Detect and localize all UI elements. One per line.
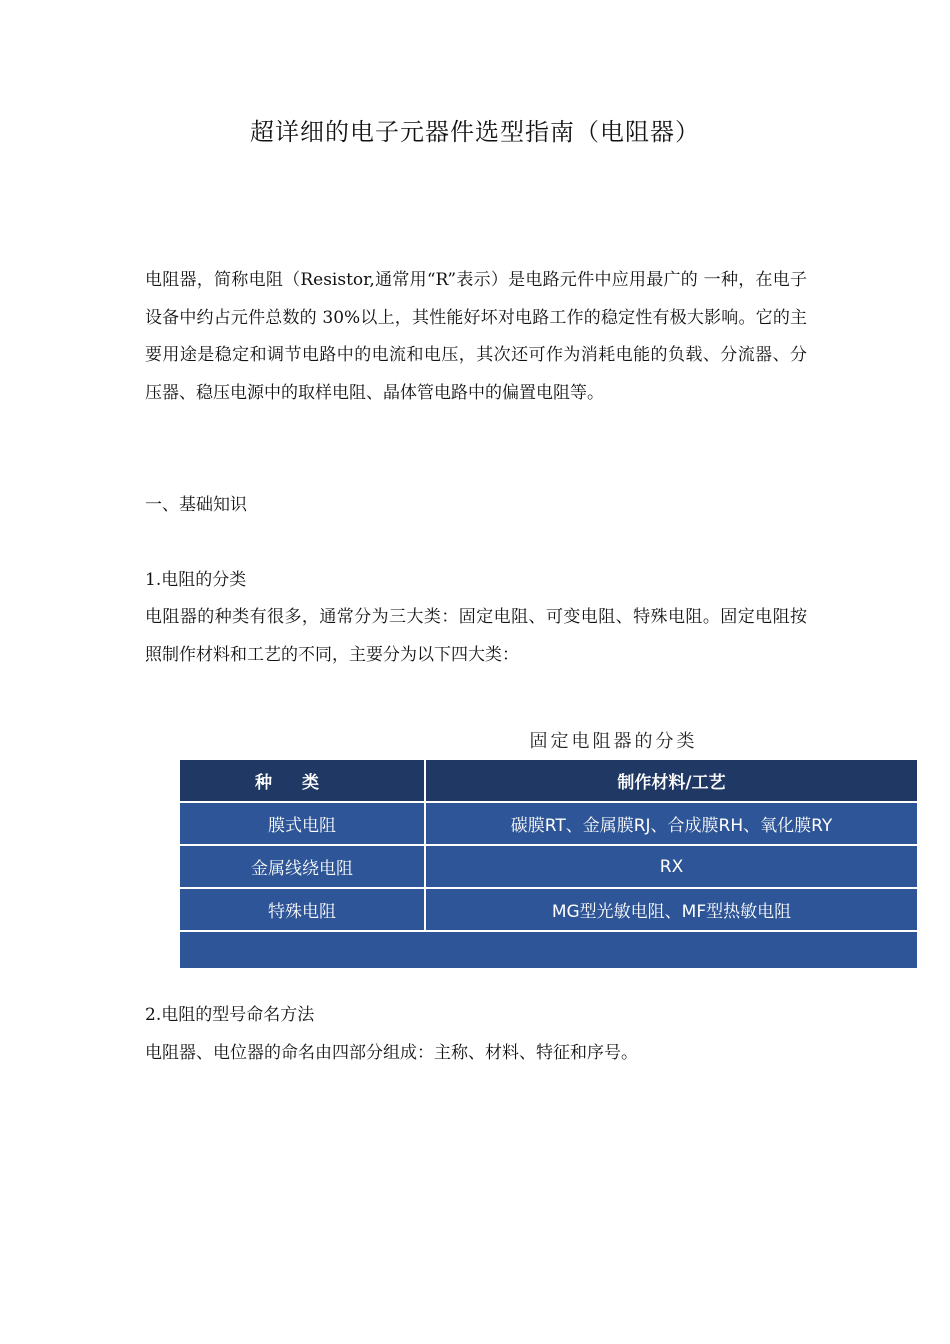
section-heading-basics: 一、基础知识 (145, 495, 247, 515)
table-cell-material: RX (425, 845, 917, 888)
table-cell-type: 特殊电阻 (180, 888, 425, 931)
table-header-type: 种类 (180, 760, 425, 802)
table-row (180, 845, 917, 888)
naming-paragraph: 电阻器、电位器的命名由四部分组成：主称、材料、特征和序号。 (145, 1043, 638, 1063)
intro-paragraph: 电阻器，简称电阻（Resistor,通常用“R”表示）是电路元件中应用最广的 一种，在电子设备中约占元件总数的 30%以上，其性能好坏对电路工作的稳定性有极大影响。它的主要用途是稳定和调节电路中的电流和电压，其次还可作为消耗电能的负载、分流器、分压器、稳压电源中的取样电阻、晶体管电路中的偏置电阻等。 (145, 270, 807, 403)
table-header-material: 制作材料/工艺 (425, 760, 917, 802)
table-row (180, 888, 917, 931)
subsection-heading-classification: 1.电阻的分类 (145, 570, 247, 590)
table-row (180, 802, 917, 845)
table-caption: 固定电阻器的分类 (529, 731, 698, 752)
table-cell-empty (180, 931, 917, 968)
subsection-heading-naming: 2.电阻的型号命名方法 (145, 1005, 315, 1025)
resistor-classification-table (180, 760, 917, 968)
classification-paragraph: 电阻器的种类有很多，通常分为三大类：固定电阻、可变电阻、特殊电阻。固定电阻按照制作材料和工艺的不同，主要分为以下四大类： (145, 607, 807, 665)
table-cell-material: 碳膜RT、金属膜RJ、合成膜RH、氧化膜RY (425, 802, 917, 845)
document-title: 超详细的电子元器件选型指南（电阻器） (250, 118, 700, 146)
table-header-row (180, 760, 917, 802)
table-cell-material: MG型光敏电阻、MF型热敏电阻 (425, 888, 917, 931)
table-cell-type: 金属线绕电阻 (180, 845, 425, 888)
table-row-empty (180, 931, 917, 968)
resistor-classification-figure (180, 728, 917, 968)
table-cell-type: 膜式电阻 (180, 802, 425, 845)
